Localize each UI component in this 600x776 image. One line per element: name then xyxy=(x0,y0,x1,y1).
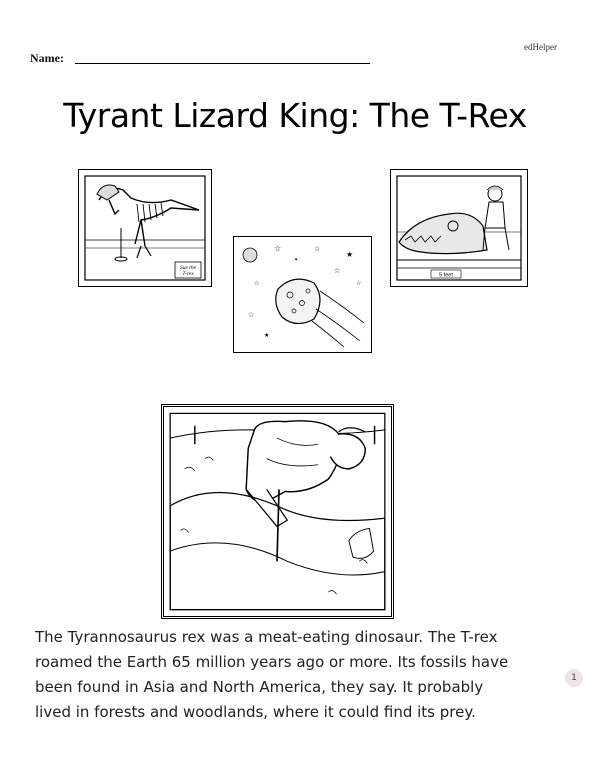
sign-line2: T-rex xyxy=(182,271,194,277)
brand-label: edHelper xyxy=(524,42,557,52)
passage-line: roamed the Earth 65 million years ago or more. Its fossils have xyxy=(35,653,509,671)
page-title: Tyrant Lizard King: The T-Rex xyxy=(63,96,527,135)
reading-passage xyxy=(35,625,545,725)
svg-text:✦: ✦ xyxy=(294,257,299,263)
asteroid-illustration xyxy=(233,236,372,353)
svg-text:☆: ☆ xyxy=(248,311,255,319)
svg-text:☆: ☆ xyxy=(334,267,341,275)
skeleton-drawing xyxy=(79,170,211,286)
name-field[interactable] xyxy=(30,51,375,67)
fossil-illustration xyxy=(390,169,528,287)
svg-text:★: ★ xyxy=(346,250,354,259)
asteroid-drawing xyxy=(234,237,371,352)
fossil-drawing xyxy=(391,170,527,286)
passage-line: been found in Asia and North America, they say. It probably xyxy=(35,678,484,696)
dig-illustration xyxy=(161,404,394,619)
svg-text:☆: ☆ xyxy=(314,245,321,253)
name-label: Name: xyxy=(30,51,64,65)
skeleton-illustration xyxy=(78,169,212,287)
passage-line: The Tyrannosaurus rex was a meat-eating dinosaur. The T-rex xyxy=(35,628,498,646)
svg-text:☆: ☆ xyxy=(274,244,282,253)
svg-text:★: ★ xyxy=(264,332,270,339)
name-line[interactable] xyxy=(75,63,370,64)
page-number-badge: 1 xyxy=(565,669,583,687)
svg-text:☆: ☆ xyxy=(356,280,362,287)
svg-text:☆: ☆ xyxy=(254,280,260,287)
dig-drawing xyxy=(164,407,391,616)
sign-line1: Sue the xyxy=(179,265,197,271)
scale-label: 5 feet xyxy=(439,272,453,279)
passage-line: lived in forests and woodlands, where it could find its prey. xyxy=(35,703,476,721)
